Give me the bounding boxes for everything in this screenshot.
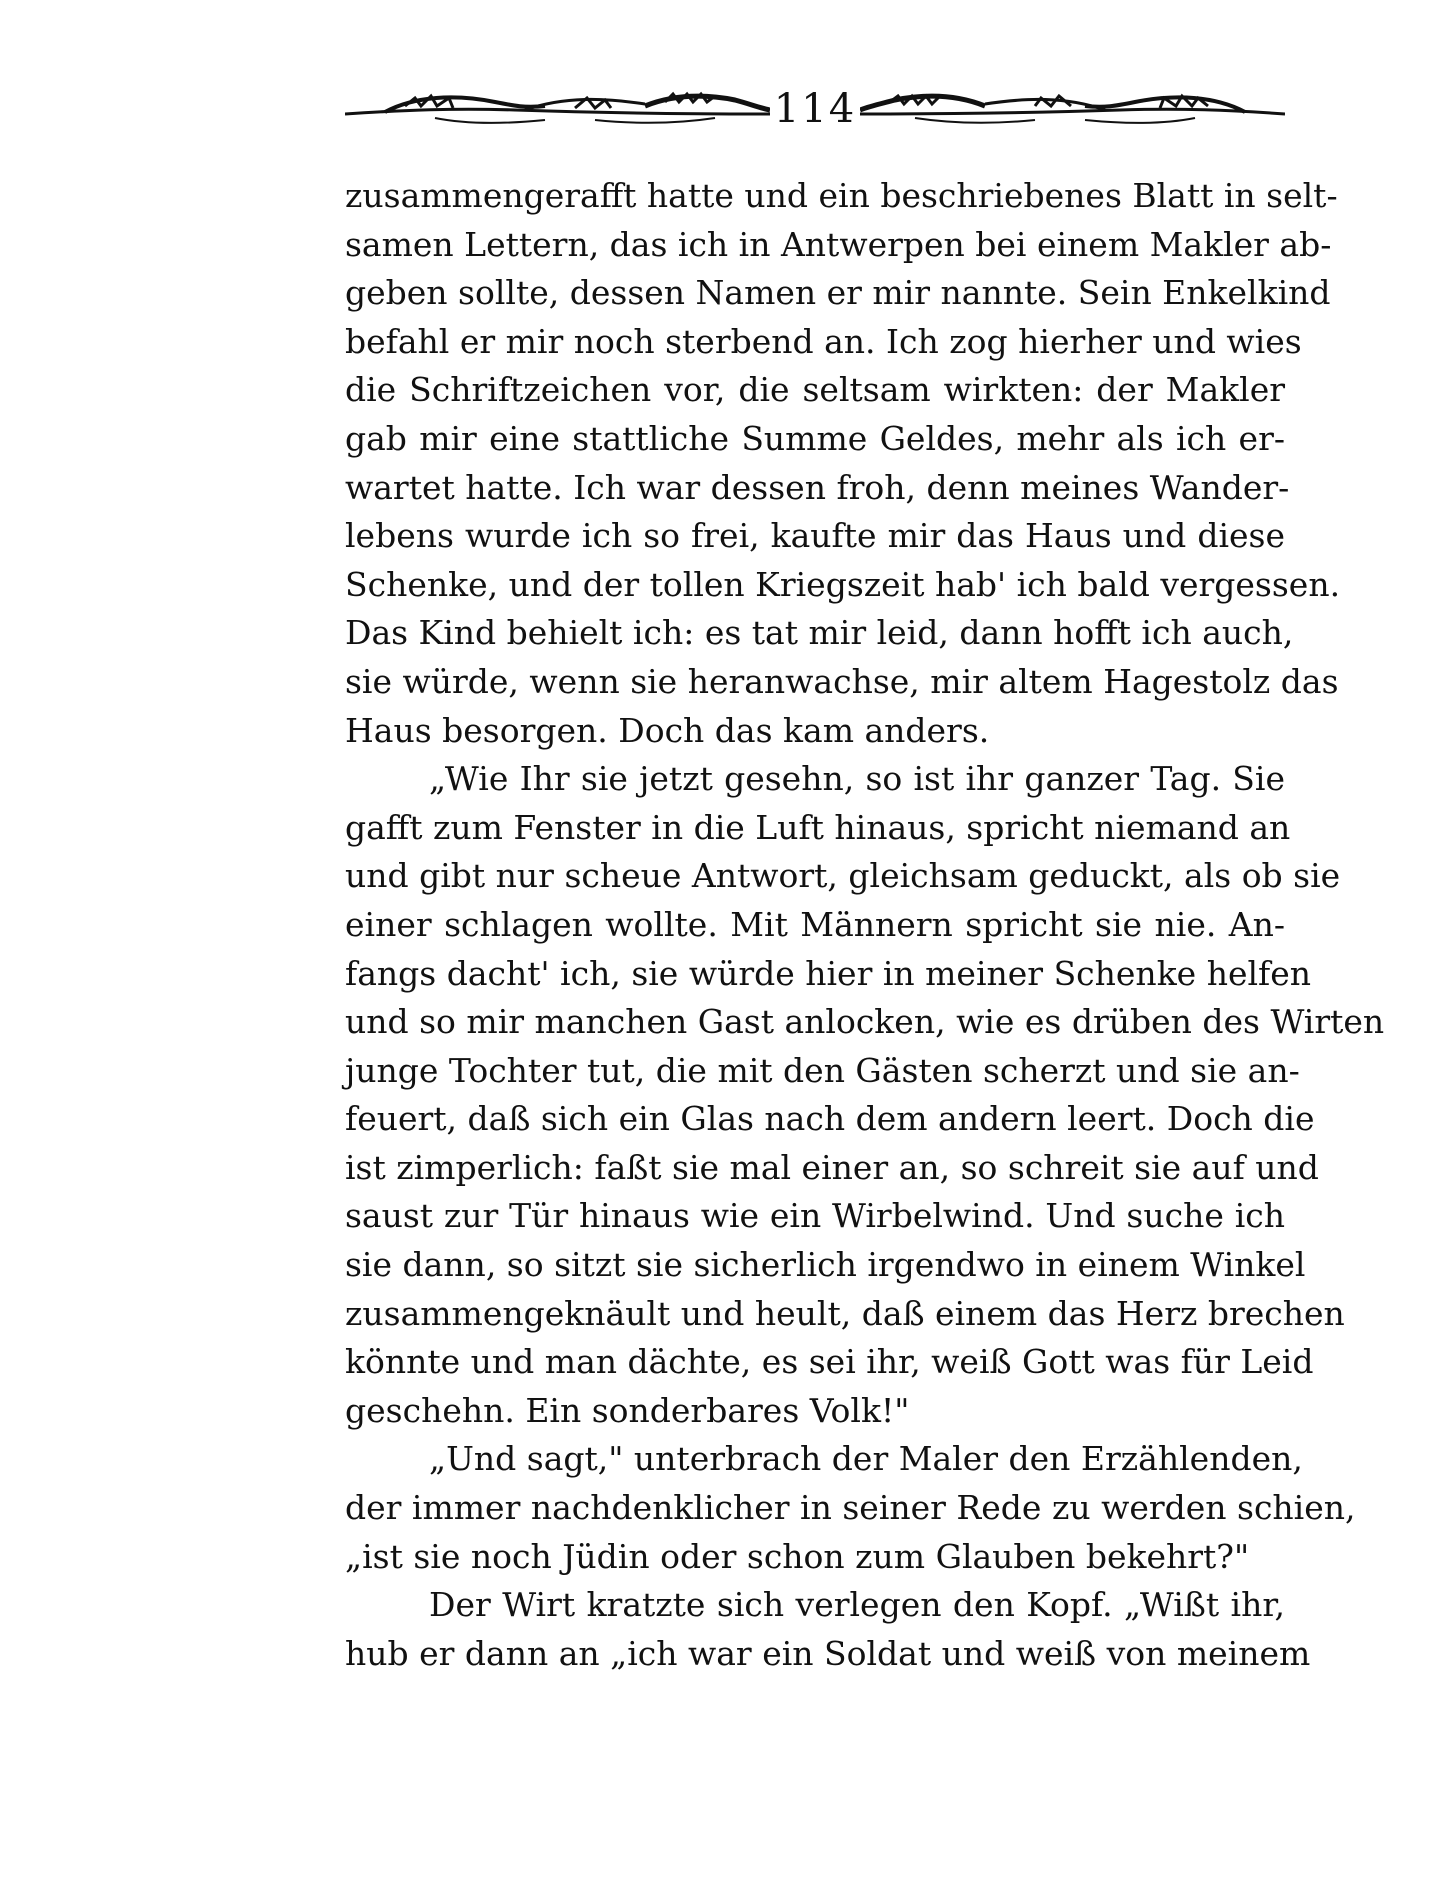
text-line: lebens wurde ich so frei, kaufte mir das Haus und diese — [345, 516, 1285, 556]
text-line: wartet hatte. Ich war dessen froh, denn meines Wander- — [345, 467, 1290, 507]
page-header — [345, 80, 1285, 150]
text-line: der immer nachdenklicher in seiner Rede zu werden schien, — [345, 1488, 1356, 1528]
text-line: „ist sie noch Jüdin oder schon zum Glauben bekehrt?" — [345, 1536, 1250, 1576]
text-line: und so mir manchen Gast anlocken, wie es drüben des Wirten — [345, 1002, 1385, 1042]
text-line: „Und sagt," unterbrach der Maler den Erzählenden, — [429, 1439, 1303, 1479]
text-line: Das Kind behielt ich: es tat mir leid, dann hofft ich auch, — [345, 613, 1294, 653]
text-line: feuert, daß sich ein Glas nach dem andern leert. Doch die — [345, 1099, 1315, 1139]
text-line: Der Wirt kratzte sich verlegen den Kopf. „Wißt ihr, — [429, 1585, 1285, 1625]
vine-ornament-left-icon — [345, 88, 770, 132]
text-line: zusammengerafft hatte und ein beschriebenes Blatt in selt- — [345, 176, 1338, 215]
text-line: befahl er mir noch sterbend an. Ich zog hierher und wies — [345, 321, 1302, 361]
text-line: samen Lettern, das ich in Antwerpen bei einem Makler ab- — [345, 224, 1332, 264]
text-line: gab mir eine stattliche Summe Geldes, mehr als ich er- — [345, 418, 1285, 458]
vine-ornament-right-icon — [860, 88, 1285, 132]
body-text — [345, 172, 1385, 1678]
text-line: ist zimperlich: faßt sie mal einer an, so schreit sie auf und — [345, 1147, 1319, 1187]
text-line: gafft zum Fenster in die Luft hinaus, spricht niemand an — [345, 807, 1291, 847]
page-number: 114 — [773, 86, 857, 132]
text-line: fangs dacht' ich, sie würde hier in meiner Schenke helfen — [345, 953, 1312, 993]
text-line: zusammengeknäult und heult, daß einem das Herz brechen — [345, 1293, 1345, 1333]
text-line: die Schriftzeichen vor, die seltsam wirkten: der Makler — [345, 370, 1285, 410]
text-line: saust zur Tür hinaus wie ein Wirbelwind. Und suche ich — [345, 1196, 1285, 1236]
text-line: sie würde, wenn sie heranwachse, mir altem Hagestolz das — [345, 661, 1339, 701]
text-line: könnte und man dächte, es sei ihr, weiß Gott was für Leid — [345, 1342, 1314, 1382]
text-line: einer schlagen wollte. Mit Männern spricht sie nie. An- — [345, 904, 1285, 944]
text-line: „Wie Ihr sie jetzt gesehn, so ist ihr ganzer Tag. Sie — [429, 759, 1285, 799]
text-line: sie dann, so sitzt sie sicherlich irgendwo in einem Winkel — [345, 1245, 1306, 1285]
text-line: hub er dann an „ich war ein Soldat und weiß von meinem — [345, 1633, 1311, 1673]
text-line: junge Tochter tut, die mit den Gästen scherzt und sie an- — [345, 1050, 1300, 1090]
text-line: Schenke, und der tollen Kriegszeit hab' ich bald vergessen. — [345, 564, 1341, 604]
text-line: und gibt nur scheue Antwort, gleichsam geduckt, als ob sie — [345, 856, 1341, 896]
text-line: Haus besorgen. Doch das kam anders. — [345, 710, 990, 750]
text-line: geschehn. Ein sonderbares Volk!" — [345, 1390, 910, 1430]
text-line: geben sollte, dessen Namen er mir nannte. Sein Enkelkind — [345, 273, 1331, 313]
